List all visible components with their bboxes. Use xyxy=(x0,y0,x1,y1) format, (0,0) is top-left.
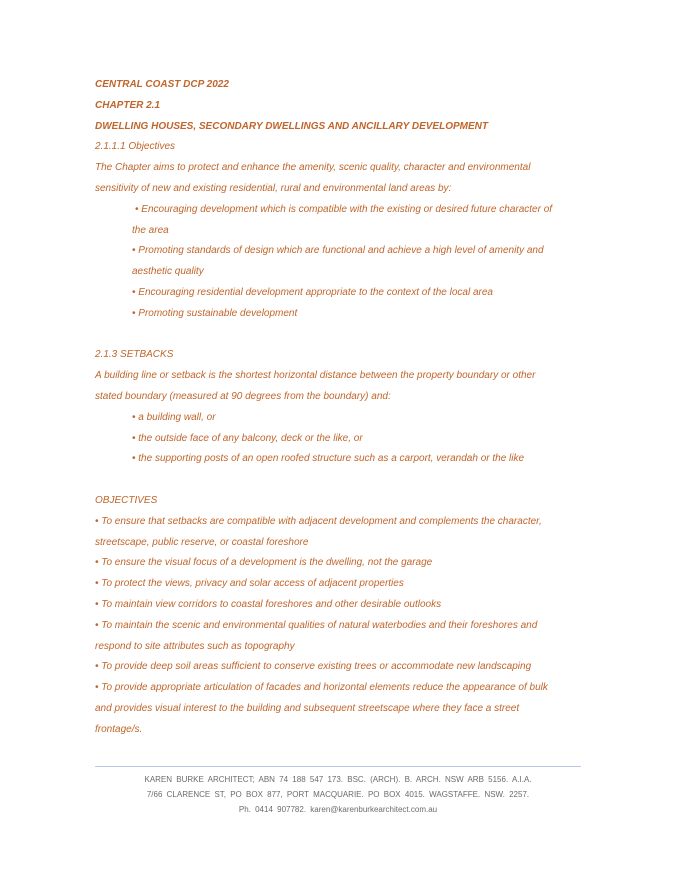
objective-line: • To provide deep soil areas sufficient to conserve existing trees or accommodate new landscaping xyxy=(95,661,532,673)
aim-line: aesthetic quality xyxy=(132,266,204,278)
setback-item: • the outside face of any balcony, deck or the like, or xyxy=(132,432,363,444)
setback-item: • the supporting posts of an open roofed structure such as a carport, verandah or the like xyxy=(132,453,525,465)
objective-line: frontage/s. xyxy=(95,723,143,735)
setback-item: • a building wall, or xyxy=(132,411,216,423)
objectives-intro-line-2: sensitivity of new and existing residential, rural and environmental land areas by: xyxy=(95,182,452,194)
aim-line: • Encouraging residential development appropriate to the context of the local area xyxy=(132,286,493,298)
objective-line: and provides visual interest to the building and subsequent streetscape where they face a street xyxy=(95,702,520,714)
objective-line: • To ensure that setbacks are compatible with adjacent development and complements the character, xyxy=(95,515,542,527)
objective-line: • To maintain the scenic and environmental qualities of natural waterbodies and their foreshores and xyxy=(95,619,538,631)
document-body xyxy=(95,75,595,741)
setbacks-title: 2.1.3 SETBACKS xyxy=(95,349,174,361)
footer-line-1: KAREN BURKE ARCHITECT; ABN 74 188 547 173. BSC. (ARCH). B. ARCH. NSW ARB 5156. A.I.A. xyxy=(144,775,532,784)
objective-line: • To ensure the visual focus of a development is the dwelling, not the garage xyxy=(95,557,433,569)
objective-line: • To maintain view corridors to coastal foreshores and other desirable outlooks xyxy=(95,598,442,610)
footer-line-2: 7/66 CLARENCE ST, PO BOX 877, PORT MACQUARIE. PO BOX 4015. WAGSTAFFE. NSW. 2257. xyxy=(146,790,530,799)
objectives-heading: OBJECTIVES xyxy=(95,494,158,506)
page-footer xyxy=(95,772,581,817)
setbacks-intro-line-1: A building line or setback is the shortest horizontal distance between the property boundary or other xyxy=(95,370,536,382)
aim-line: the area xyxy=(132,224,169,236)
heading-dcp: CENTRAL COAST DCP 2022 xyxy=(95,79,229,90)
aims-list xyxy=(95,200,595,325)
aim-line: • Encouraging development which is compatible with the existing or desired future character of xyxy=(135,203,553,215)
footer-line-3: Ph. 0414 907782. karen@karenburkearchitect.com.au xyxy=(238,805,438,814)
objective-line: • To provide appropriate articulation of facades and horizontal elements reduce the appearance of bulk xyxy=(95,682,548,694)
spacer xyxy=(95,325,595,346)
objectives-title: 2.1.1.1 Objectives xyxy=(95,141,176,153)
objective-line: • To protect the views, privacy and solar access of adjacent properties xyxy=(95,578,404,590)
footer-divider xyxy=(95,766,581,767)
heading-chapter-title: DWELLING HOUSES, SECONDARY DWELLINGS AND ANCILLARY DEVELOPMENT xyxy=(95,120,488,132)
objective-line: respond to site attributes such as topography xyxy=(95,640,295,652)
spacer xyxy=(95,470,595,491)
objectives-intro-line-1: The Chapter aims to protect and enhance the amenity, scenic quality, character and environmental xyxy=(95,162,531,174)
heading-chapter: CHAPTER 2.1 xyxy=(95,99,161,111)
aim-line: • Promoting sustainable development xyxy=(132,307,298,319)
setbacks-intro-line-2: stated boundary (measured at 90 degrees from the boundary) and: xyxy=(95,390,391,402)
objective-line: streetscape, public reserve, or coastal foreshore xyxy=(95,536,309,548)
setback-list xyxy=(95,408,595,470)
aim-line: • Promoting standards of design which are functional and achieve a high level of amenity and xyxy=(132,245,544,257)
